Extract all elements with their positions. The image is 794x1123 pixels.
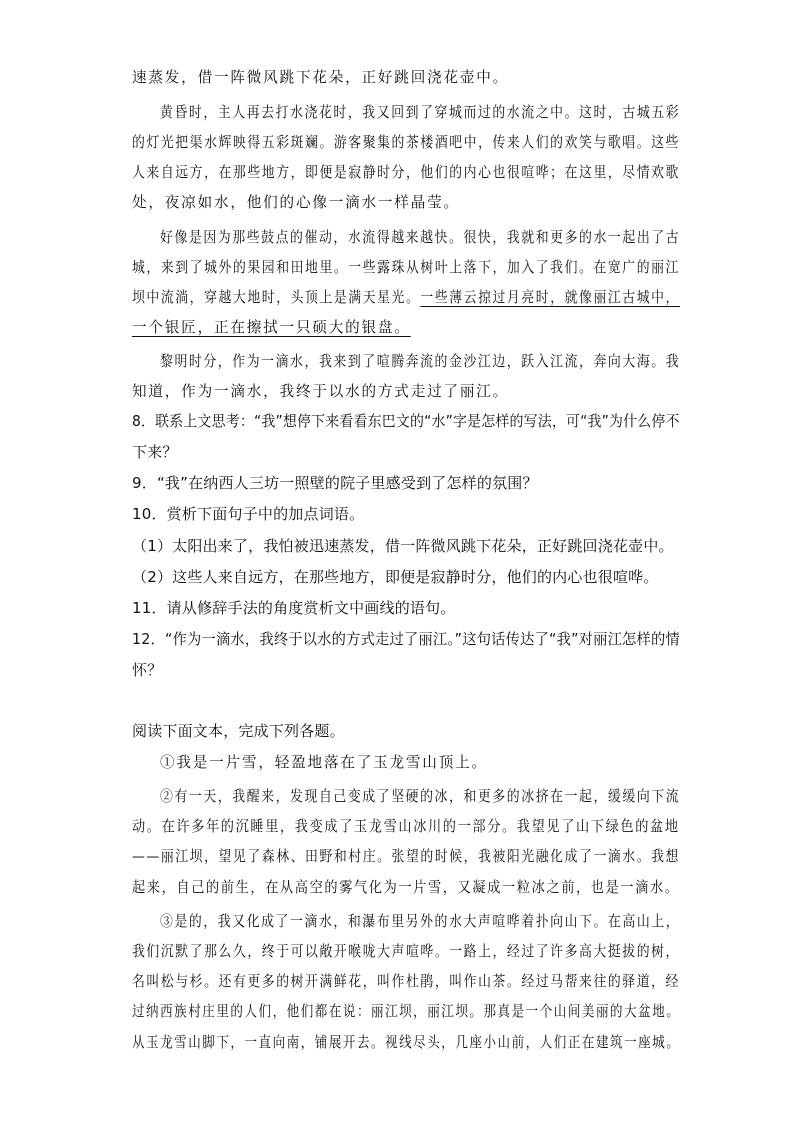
passage-b-line: ①我是一片雪，轻盈地落在了玉龙雪山顶上。 bbox=[160, 754, 488, 771]
question-line: （1）太阳出来了，我怕被迅速蒸发，借一阵微风跳下花朵，正好跳回浇花壶中。 bbox=[132, 537, 674, 555]
passage-a-line: 黎明时分，作为一滴水，我来到了喧腾奔流的金沙江边，跃入江流，奔向大海。我 bbox=[160, 353, 681, 370]
passage-a-line: 城，来到了城外的果园和田地里。一些露珠从树叶上落下，加入了我们。在宽广的丽江 bbox=[132, 259, 680, 276]
passage-b-line: 我们沉默了那么久，终于可以敞开喉咙大声喧哗。一路上，经过了许多高大挺拔的树， bbox=[132, 943, 680, 960]
passage-a-line: 黄昏时，主人再去打水浇花时，我又回到了穿城而过的水流之中。这时，古城五彩 bbox=[160, 104, 681, 121]
passage-a-line: 人来自远方，在那些地方，即便是寂静时分，他们的内心也很喧哗；在这里，尽情欢歌 bbox=[132, 164, 680, 181]
passage-b-line: 过纳西族村庄里的人们，他们都在说：丽江坝，丽江坝。那真是一个山间美丽的大盆地。 bbox=[132, 1003, 681, 1020]
question-line: 10．赏析下面句子中的加点词语。 bbox=[132, 505, 365, 523]
passage-b-line: ③是的，我又化成了一滴水，和瀑布里另外的水大声喧哗着扑向山下。在高山上， bbox=[160, 913, 681, 930]
section-heading: 阅读下面文本，完成下列各题。 bbox=[132, 722, 345, 740]
passage-b-line: ②有一天，我醒来，发现自己变成了坚硬的冰，和更多的冰挤在一起，缓缓向下流 bbox=[160, 788, 681, 805]
passage-a-line bbox=[132, 286, 680, 307]
question-line: 8．联系上文思考：“我”想停下来看看东巴文的“水”字是怎样的写法，可“我”为什么停不 bbox=[132, 412, 680, 430]
question-line: 12．“作为一滴水，我终于以水的方式走过了丽江。”这句话传达了“我”对丽江怎样的情 bbox=[132, 630, 680, 648]
passage-b-line: 起来，自己的前生，在从高空的雾气化为一片雪，又凝成一粒冰之前，也是一滴水。 bbox=[132, 879, 680, 896]
question-line: 11．请从修辞手法的角度赏析文中画线的语句。 bbox=[132, 599, 456, 617]
passage-a-line: 的灯光把渠水辉映得五彩斑斓。游客聚集的茶楼酒吧中，传来人们的欢笑与歌唱。这些 bbox=[132, 134, 680, 151]
underlined-sentence: 一些薄云掠过月亮时，就像丽江古城中， bbox=[420, 289, 680, 306]
question-line: （2）这些人来自远方，在那些地方，即便是寂静时分，他们的内心也很喧哗。 bbox=[132, 568, 659, 586]
passage-a-text: 坝中流淌，穿越大地时，头顶上是满天星光。 bbox=[132, 289, 421, 306]
passage-a-line: 好像是因为那些鼓点的催动，水流得越来越快。很快，我就和更多的水一起出了古 bbox=[160, 229, 681, 246]
passage-b-line: 动。在许多年的沉睡里，我变成了玉龙雪山冰川的一部分。我望见了山下绿色的盆地 bbox=[132, 818, 680, 835]
question-line: 下来？ bbox=[132, 443, 178, 461]
passage-a-line: 知道，作为一滴水，我终于以水的方式走过了丽江。 bbox=[132, 383, 510, 400]
question-line: 9．“我”在纳西人三坊一照壁的院子里感受到了怎样的氛围？ bbox=[132, 474, 538, 492]
passage-b-line: 从玉龙雪山脚下，一直向南，铺展开去。视线尽头，几座小山前，人们正在建筑一座城。 bbox=[132, 1034, 681, 1051]
underlined-sentence: 一个银匠，正在擦拭一只硕大的银盘。 bbox=[132, 319, 411, 336]
passage-a-line: 处，夜凉如水，他们的心像一滴水一样晶莹。 bbox=[132, 194, 460, 211]
passage-b-line: ——丽江坝，望见了森林、田野和村庄。张望的时候，我被阳光融化成了一滴水。我想 bbox=[132, 848, 680, 865]
question-line: 怀？ bbox=[132, 661, 163, 679]
passage-b-line: 名叫松与杉。还有更多的树开满鲜花，叫作杜鹃，叫作山茶。经过马帮来往的驿道，经 bbox=[132, 973, 680, 990]
passage-a-line: 速蒸发，借一阵微风跳下花朵，正好跳回浇花壶中。 bbox=[132, 69, 510, 86]
